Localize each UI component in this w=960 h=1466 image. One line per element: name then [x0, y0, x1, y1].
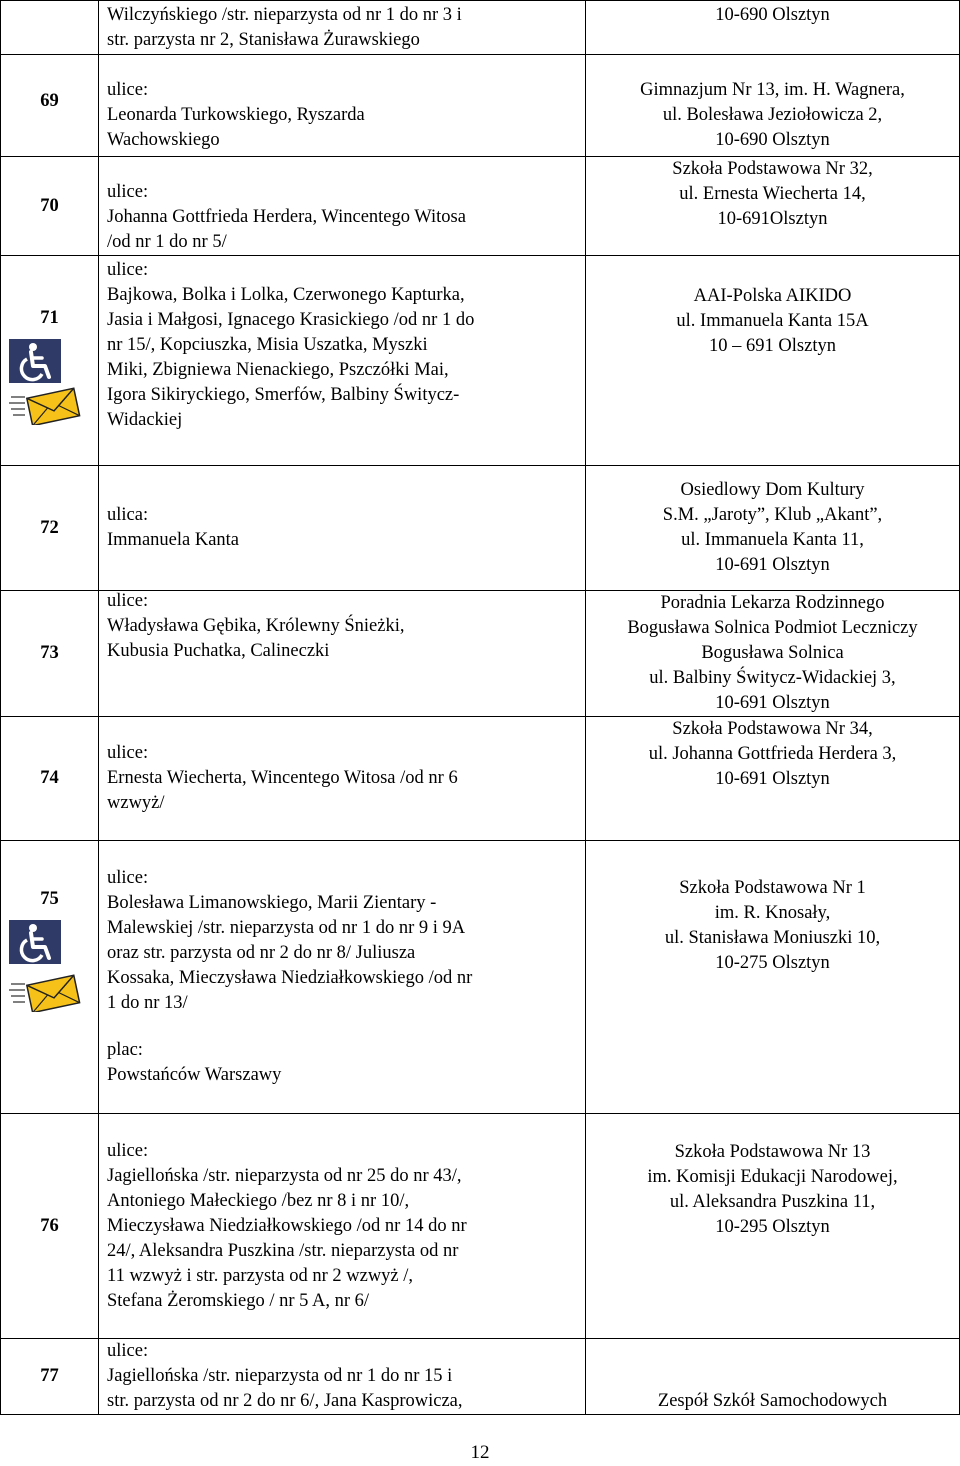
street-line: Antoniego Małeckiego /bez nr 8 i nr 10/, [107, 1190, 410, 1211]
polling-place-cell [586, 1, 960, 55]
polling-place-cell [586, 55, 960, 157]
streets-label: ulice: [107, 1341, 149, 1361]
row-number: 69 [1, 55, 99, 157]
wheelchair-icon [9, 920, 61, 964]
polling-place-cell [586, 256, 960, 466]
row-number: 74 [1, 717, 99, 841]
place-line: ul. Ernesta Wiecherta 14, [679, 184, 866, 204]
street-line: Kubusia Puchatka, Calineczki [107, 641, 330, 661]
streets-cell [99, 1114, 586, 1339]
place-line: ul. Balbiny Świtycz-Widackiej 3, [649, 668, 896, 688]
table-row [1, 717, 960, 841]
streets-label: ulice: [107, 182, 149, 202]
street-line: Immanuela Kanta [107, 530, 240, 550]
polling-place-cell [586, 1339, 960, 1415]
street-line: Ernesta Wiecherta, Wincentego Witosa /od nr 6 [107, 768, 458, 788]
place-line: 10-691 Olsztyn [715, 769, 830, 789]
place-line: 10-275 Olsztyn [715, 953, 830, 973]
place-line: Poradnia Lekarza Rodzinnego [660, 593, 885, 613]
polling-place-cell [586, 841, 960, 1114]
streets-cell [99, 55, 586, 157]
street-line: Igora Sikiryckiego, Smerfów, Balbiny Świtycz- [107, 385, 460, 405]
place-line: Szkoła Podstawowa Nr 13 [674, 1142, 871, 1162]
polling-place-cell [586, 1114, 960, 1339]
street-line: Jagiellońska /str. nieparzysta od nr 1 do nr 15 i [107, 1366, 453, 1386]
place-line: 10-691Olsztyn [717, 209, 828, 229]
street-line: Johanna Gottfrieda Herdera, Wincentego Witosa [107, 207, 466, 227]
row-number: 75 [1, 841, 99, 1114]
table-row [1, 256, 960, 466]
table-row [1, 1339, 960, 1415]
row-number: 73 [1, 591, 99, 717]
place-line: ul. Aleksandra Puszkina 11, [669, 1192, 876, 1212]
streets-cell [99, 717, 586, 841]
street-line: Bolesława Limanowskiego, Marii Zientary - [107, 893, 437, 913]
streets-label: ulice: [107, 260, 149, 280]
row-number [1, 1, 99, 55]
street-line: Malewskiej /str. nieparzysta od nr 1 do nr 9 i 9A [107, 918, 466, 938]
place-line: S.M. „Jaroty”, Klub „Akant”, [662, 505, 883, 525]
place-line: im. Komisji Edukacji Narodowej, [647, 1167, 898, 1187]
mail-envelope-icon [9, 387, 81, 425]
place-line: Szkoła Podstawowa Nr 1 [679, 878, 866, 898]
place-line: im. R. Knosały, [714, 903, 831, 923]
streets-label: ulice: [107, 868, 149, 888]
street-line: Leonarda Turkowskiego, Ryszarda [107, 105, 365, 125]
street-line: Kossaka, Mieczysława Niedziałkowskiego /od nr [107, 968, 473, 988]
polling-place-cell [586, 717, 960, 841]
row-number: 71 [1, 256, 99, 466]
place-line: 10-691 Olsztyn [715, 555, 830, 575]
accessibility-icons [1, 920, 98, 1012]
street-line: Władysława Gębika, Królewny Śnieżki, [107, 616, 405, 636]
streets-cell [99, 591, 586, 717]
street-line: str. parzysta nr 2, Stanisława Żurawskiego [107, 30, 420, 50]
polling-place-cell [586, 157, 960, 256]
streets-cell [99, 841, 586, 1114]
row-number: 77 [1, 1339, 99, 1415]
streets-label: ulice: [107, 743, 149, 763]
streets-cell [99, 256, 586, 466]
place-line: ul. Johanna Gottfrieda Herdera 3, [648, 744, 897, 764]
table-row [1, 157, 960, 256]
place-line: ul. Immanuela Kanta 15A [676, 311, 869, 331]
table-row [1, 55, 960, 157]
table-row [1, 1114, 960, 1339]
street-line: Mieczysława Niedziałkowskiego /od nr 14 do nr [107, 1215, 467, 1236]
place-line: Szkoła Podstawowa Nr 32, [672, 159, 873, 179]
street-line: 24/, Aleksandra Puszkina /str. nieparzysta od nr [107, 1240, 459, 1261]
place-line: 10-295 Olsztyn [715, 1217, 830, 1237]
streets-cell [99, 1, 586, 55]
streets-label: ulica: [107, 505, 149, 525]
mail-envelope-icon [9, 974, 81, 1012]
street-line: Miki, Zbigniewa Nienackiego, Pszczółki Mai, [107, 360, 449, 380]
street-line: 11 wzwyż i str. parzysta od nr 2 wzwyż /, [107, 1265, 414, 1286]
street-line: Jagiellońska /str. nieparzysta od nr 25 do nr 43/, [107, 1165, 462, 1186]
streets-label: ulice: [107, 80, 149, 100]
street-line: Widackiej [107, 410, 183, 430]
place-line: 10-690 Olsztyn [715, 5, 830, 25]
place-line: ul. Stanisława Moniuszki 10, [664, 928, 881, 948]
place-line: 10-690 Olsztyn [715, 130, 830, 150]
streets-cell [99, 1339, 586, 1415]
street-line: Jasia i Małgosi, Ignacego Krasickiego /od nr 1 do [107, 310, 475, 330]
place-line: ul. Immanuela Kanta 11, [681, 530, 864, 550]
wheelchair-icon [9, 339, 61, 383]
row-number: 72 [1, 466, 99, 591]
streets-label: ulice: [107, 591, 149, 611]
street-line: Wachowskiego [107, 130, 220, 150]
place-line: Zespół Szkół Samochodowych [657, 1391, 888, 1411]
street-line: Wilczyńskiego /str. nieparzysta od nr 1 do nr 3 i [107, 5, 462, 25]
street-line: Powstańców Warszawy [107, 1065, 282, 1085]
streets-cell [99, 466, 586, 591]
accessibility-icons [1, 339, 98, 425]
table-row [1, 466, 960, 591]
place-line: 10 – 691 Olsztyn [709, 336, 836, 356]
place-line: ul. Bolesława Jeziołowicza 2, [662, 105, 883, 125]
place-line: Osiedlowy Dom Kultury [680, 480, 865, 500]
place-line: Bogusława Solnica Podmiot Leczniczy [627, 618, 918, 638]
row-number: 70 [1, 157, 99, 256]
square-label: plac: [107, 1040, 143, 1060]
street-line: 1 do nr 13/ [107, 993, 188, 1013]
table-row [1, 591, 960, 717]
street-line: /od nr 1 do nr 5/ [107, 232, 227, 252]
place-line: Gimnazjum Nr 13, im. H. Wagnera, [640, 80, 905, 100]
table-row [1, 1, 960, 55]
street-line: str. parzysta od nr 2 do nr 6/, Jana Kasprowicza, [107, 1391, 463, 1411]
street-line: nr 15/, Kopciuszka, Misia Uszatka, Myszki [107, 335, 428, 355]
streets-cell [99, 157, 586, 256]
polling-place-cell [586, 466, 960, 591]
row-number: 76 [1, 1114, 99, 1339]
page-number: 12 [470, 1442, 490, 1463]
place-line: 10-691 Olsztyn [715, 693, 830, 713]
polling-place-cell [586, 591, 960, 717]
street-line: Bajkowa, Bolka i Lolka, Czerwonego Kapturka, [107, 285, 465, 305]
table-row [1, 841, 960, 1114]
place-line: Bogusława Solnica [701, 643, 844, 663]
streets-label: ulice: [107, 1140, 149, 1161]
place-line: Szkoła Podstawowa Nr 34, [672, 719, 873, 739]
street-line: Stefana Żeromskiego / nr 5 A, nr 6/ [107, 1290, 370, 1311]
street-line: wzwyż/ [107, 793, 165, 813]
place-line: AAI-Polska AIKIDO [693, 286, 852, 306]
street-line: oraz str. parzysta od nr 2 do nr 8/ Juliusza [107, 943, 416, 963]
